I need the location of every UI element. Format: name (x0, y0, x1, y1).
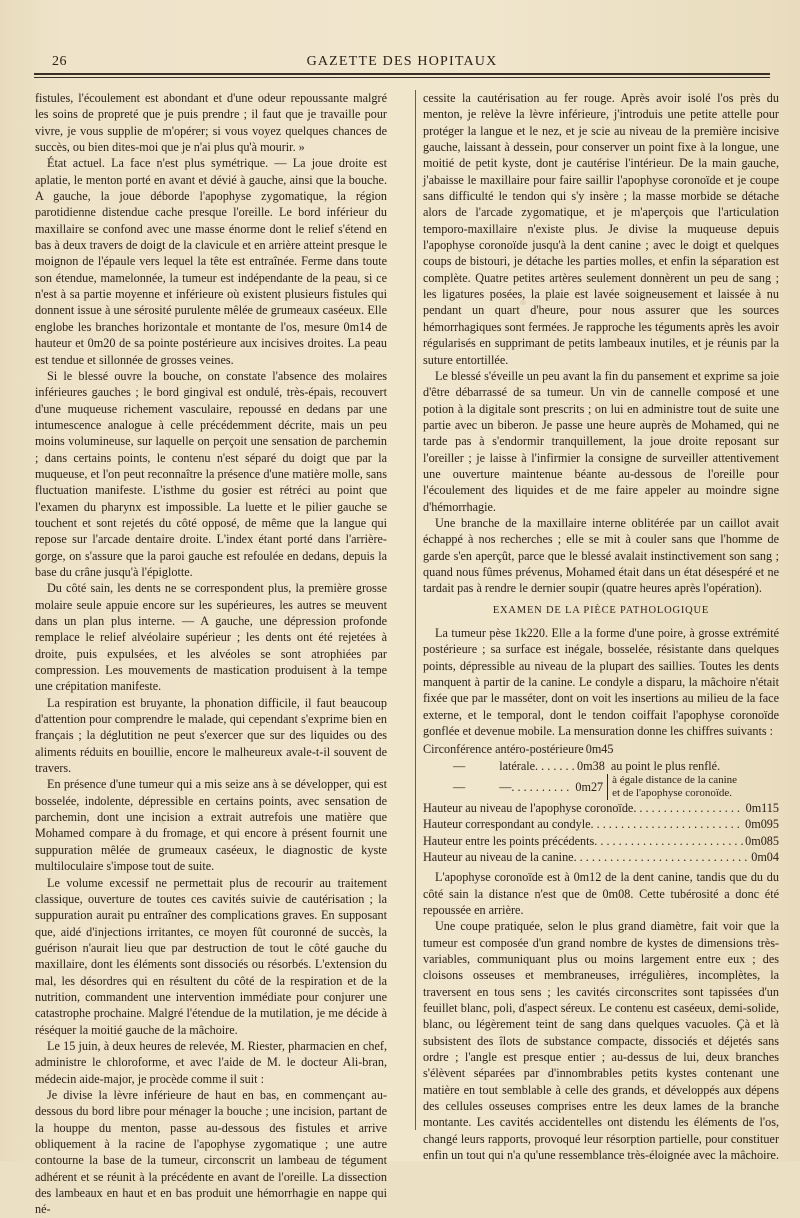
measurement-value: 0m115 (745, 801, 779, 815)
paragraph: Une branche de la maxillaire interne oblitérée par un caillot avait échappé à nos recherches ; elle se mit à couler sans que l'homme de garde s'en aperçût, parce que le blessé avalait instinctivement son sang ; quand nous fûmes prévenus, Mohamed était dans un état désespéré et ne tardait pas à rendre le dernier soupir (quatre heures après l'opération). (423, 515, 779, 596)
measurement-table (423, 741, 779, 865)
leader-dots (511, 779, 573, 795)
page-header (34, 50, 770, 74)
measurement-value: 0m04 (751, 849, 779, 864)
right-column (423, 90, 779, 1163)
measurement-label: Hauteur entre les points précédents (423, 833, 595, 848)
page-number: 26 (52, 54, 67, 69)
leader-dots (591, 816, 744, 832)
measurement-label: Circonférence antéro-postérieure (423, 742, 584, 757)
measurement-label: Hauteur au niveau de l'apophyse coronoïde (423, 801, 634, 815)
measurement-row (423, 816, 779, 832)
measurement-label: latérale (499, 758, 536, 773)
measurement-dash: — (453, 779, 466, 794)
running-title: GAZETTE DES HOPITAUX (306, 54, 498, 69)
measurement-row (423, 774, 779, 800)
measurement-dash: — (499, 779, 512, 794)
paragraph: La respiration est bruyante, la phonation difficile, il faut beaucoup d'attention pour comprendre le malade, qui cependant s'exprime bien en français ; la déglutition ne peut s'exercer que sur des liquides ou des aliments réduits en bouillie, encore le malheureux avale-t-il souvent de travers. (35, 695, 387, 776)
measurement-note: au point le plus renflé. (610, 758, 721, 773)
paragraph: Si le blessé ouvre la bouche, on constate l'absence des molaires inférieures gauches ; le bord gingival est ondulé, très-épais, recouvert d'une muqueuse richement vasculaire, repoussé en dedans par une intumescence analogue à celle précédemment décrite, mais un peu moins volumineuse, sur laquelle on perçoit une sensation de parchemin ; dans certains points, le contenu n'est séparé du doigt que par la muqueuse, et l'on peut reconnaître la présence d'une matière molle, sans fluctuation manifeste. L'isthme du gosier est rétréci au point que l'examen du pharynx est impossible. La luette et le pilier gauche se touchent et sont rejetés du côté opposé, de même que la langue qui repose sur l'arcade dentaire droite. L'index étant porté dans l'arrière-gorge, on s'assure que la paroi gauche est refoulée en dedans, depuis la base du crâne jusqu'à l'épiglotte. (35, 368, 387, 579)
measurement-value: 0m45 (585, 742, 614, 757)
section-heading: EXAMEN DE LA PIÈCE PATHOLOGIQUE (492, 604, 710, 616)
header-rule-thin (34, 77, 770, 78)
paragraph: fistules, l'écoulement est abondant et d'une odeur repoussante malgré les soins de propreté que je puis prendre ; il faut que je travaille pour vivre, je vous supplie de m'opérer; si vous voyez quelques chances de succès, ou bien dites-moi que je n'ai plus qu'à mourir. » (35, 91, 387, 155)
paragraph: Le 15 juin, à deux heures de relevée, M. Riester, pharmacien en chef, administre le chloroforme, et avec l'aide de M. le docteur Ali-bran, médecin aide-major, je procède comme il suit : (35, 1038, 387, 1086)
paragraph: cessite la cautérisation au fer rouge. Après avoir isolé l'os près du menton, je relève la lèvre inférieure, j'introduis une petite attelle pour protéger la langue et le nez, et je scie au niveau de la première incisive gauche, laissant à dessein, pour conserver un point fixe à la longue, une moitié de petit kyste, dont je cautérise l'intérieur. De la main gauche, j'abaisse le maxillaire pour faire saillir l'apophyse coronoïde et je coupe sans difficulté le tendon qui s'y insère ; la masse morbide se détache alors de l'arcade zygomatique, et je m'aperçois que l'articulation temporo-maxillaire n'existe plus. Je divise la muqueuse depuis l'apophyse coronoïde jusqu'à la dent canine ; avec le doigt et quelques coups de bistouri, je détache les parties molles, et enfin la séparation est complète. Quatre petites artères seulement donnèrent un peu de sang ; les ligatures posées, la plaie est lavée soigneusement et laissée à nu pendant un quart d'heure, pour nous assurer que les sources hémorrhagiques sont fermées. Je rapproche les téguments après les avoir régularisés en supprimant de petits lambeaux inutiles, et je réunis par la suture entortillée. (423, 91, 779, 367)
measurement-brace-note (607, 774, 737, 800)
paragraph: État actuel. La face n'est plus symétrique. — La joue droite est aplatie, le menton porté en avant et dévié à gauche, ainsi que la bouche. A gauche, la joue déborde l'apophyse zygomatique, la région parotidienne distendue cache presque l'oreille. Le bord inférieur du maxillaire se confond avec une masse énorme dont le relief s'étend en bas à deux travers de doigt de la clavicule et en arrière atteint presque le moignon de l'épaule vers lequel la tête est entraînée. Ferme dans toute son étendue, mamelonnée, la tumeur est indépendante de la peau, si ce n'est à sa partie moyenne et inférieure où existent plusieurs fistules qui donnent issue à une sérosité purulente mêlée de grumeaux caséeux. Elle englobe les branches horizontale et montante de l'os, mesure 0m14 de hauteur et 0m20 de sa pointe postérieure aux incisives droites. La peau est tendue et sillonnée de grosses veines. (35, 156, 387, 367)
measurement-value: 0m38 (577, 758, 605, 773)
paragraph: La tumeur pèse 1k220. Elle a la forme d'une poire, à grosse extrémité postérieure ; sa surface est inégale, bosselée, résistante dans quelques points, dépressible au niveau de la plupart des saillies. Toutes les dents manquent à partir de la canine. Le condyle a disparu, la mâchoire n'était fixée que par le masséter, dont on voit les insertions au milieu de la face externe, et le temporal, dont le tendon coiffait l'apophyse coronoïde gonflée et devenue mobile. La mensuration donne les chiffres suivants : (423, 626, 779, 739)
measurement-value: 0m27 (575, 779, 604, 794)
paragraph: Le volume excessif ne permettait plus de recourir au traitement classique, ouverture de toutes ces cavités suivie de cautérisation ; la suppuration aurait pu entraîner des complications graves. En supposant que, aidé d'injections irritantes, ce moyen fût couronné de succès, la guérison n'aurait lieu que par destruction de tout le côté gauche du maxillaire, dont les éléments sont dissociés ou résorbés. L'extension du mal, les désordres qui en résultent du côté de la respiration et de la nutrition, commandent une intervention immédiate pour conjurer une catastrophe prochaine. Malgré l'étendue de la mutilation, je me décide à réséquer la moitié gauche de la mâchoire. (35, 875, 387, 1037)
paragraph: L'apophyse coronoïde est à 0m12 de la dent canine, tandis que du du côté sain la distance n'est que de 0m08. Cette tubérosité a donc été repoussée en arrière. (423, 870, 779, 917)
leader-dots (535, 758, 575, 774)
column-divider (415, 90, 416, 1130)
measurement-row (423, 800, 779, 816)
measurement-row (423, 833, 779, 849)
measurement-row (423, 849, 779, 865)
paragraph: Je divise la lèvre inférieure de haut en bas, en commençant au-dessous du bord libre pour ménager la bouche ; une incision, partant de la houppe du menton, passe au-dessous des fistules et arrive obliquement à la racine de l'apophyse zygomatique ; une autre contourne la base de la tumeur, circonscrit un lambeau de tégument adhérent et se réunit à la précédente en avant de l'oreille. La dissection des lambeaux en haut et en bas produit une hémorrhagie en nappe qui né- (35, 1087, 387, 1217)
leader-dots (574, 849, 750, 865)
paragraph: Du côté sain, les dents ne se correspondent plus, la première grosse molaire seule appuie encore sur les supérieures, les autres se meuvent dans un plan plus interne. — A gauche, une dépression profonde remplace le relief alvéolaire supérieur ; les dents ont été rejetées à droite, puis expulsées, et les alvéoles se sont atrophiées par compression. Les mouvements de mastication produisent à la tempe une crépitation manifeste. (35, 581, 387, 694)
measurement-value: 0m095 (745, 817, 779, 832)
leader-dots (633, 800, 743, 816)
header-rule-thick (34, 73, 770, 75)
measurement-note: à égale distance de la canine (612, 774, 738, 786)
measurement-label: Hauteur correspondant au condyle (423, 817, 591, 832)
measurement-row (423, 741, 779, 757)
measurement-row (423, 758, 779, 774)
leader-dots (594, 833, 743, 849)
measurement-label: Hauteur au niveau de la canine (423, 849, 574, 864)
measurement-note: et de l'apophyse coronoïde. (612, 787, 733, 799)
paragraph: Une coupe pratiquée, selon le plus grand diamètre, fait voir que la tumeur est composée d'un grand nombre de kystes de dimensions très-variables, communiquant plus ou moins largement entre eux ; des cloisons osseuses et membraneuses, irrégulières, incomplètes, la traversent en tous sens ; les cavités circonscrites sont tapissées d'un feuillet blanc, poli, d'aspect séreux. Le contenu est caséeux, demi-solide, blanc, ou légèrement teint de sang dans quelques vacuoles. Çà et là subsistent des îlots de substance compacte, dissociés et déjetés sans ordre ; l'angle est presque entier ; au-dessus de lui, deux branches s'élèvent séparées par d'innombrables petits kystes contenant une matière en tout semblable à celle des grands, et développés aux dépens des cellules osseuses comprises entre les deux lames de la branche montante. Les cavités accidentelles ont distendu les éléments de l'os, changé leurs rapports, provoqué leur résorption partielle, pour constituer enfin un tout qui n'a qu'une ressemblance très-éloignée avec la mâchoire. (423, 919, 779, 1163)
measurement-value: 0m085 (745, 833, 779, 848)
measurement-dash: — (453, 758, 466, 773)
paragraph: Le blessé s'éveille un peu avant la fin du pansement et exprime sa joie d'être débarrassé de sa tumeur. Un vin de cannelle composé et une potion à la digitale sont prescrits ; on lui en administre tout de suite une partie avec un biberon. Je passe une heure auprès de Mohamed, qui ne tarde pas à s'endormir tranquillement, la joue droite reposant sur l'oreiller ; je laisse à l'infirmier la consigne de surveiller attentivement une ouverture maintenue béante au-dessous de l'oreille pour l'écoulement des liquides et de me faire appeler au moindre signe d'hémorrhagie. (423, 368, 779, 514)
left-column (35, 90, 387, 1218)
paragraph: En présence d'une tumeur qui a mis seize ans à se développer, qui est bosselée, indolente, dépressible en certains points, avec sensation de parchemin, dont une incision a extrait autrefois une matière que Mohamed compare à du fromage, et qui encore à présent fournit une suppuration mêlée de grumeaux caséeux, le diagnostic de kyste multiloculaire s'impose tout de suite. (35, 777, 387, 874)
